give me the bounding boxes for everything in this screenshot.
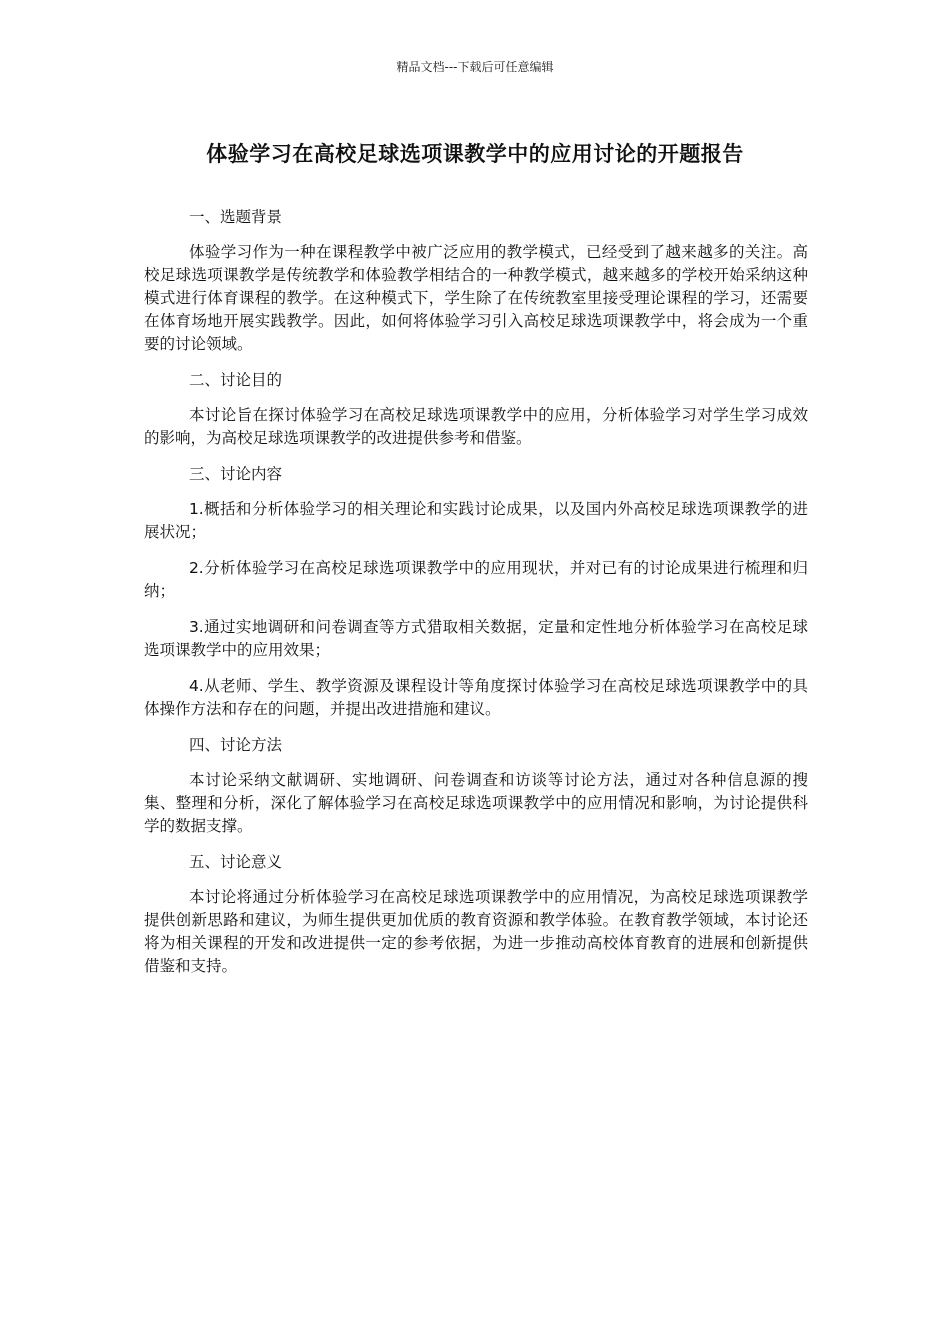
paragraph: 本讨论采纳文献调研、实地调研、问卷调查和访谈等讨论方法，通过对各种信息源的搜集、整理和分析，深化了解体验学习在高校足球选项课教学中的应用情况和影响，为讨论提供科学的数据支撑。 <box>144 771 808 835</box>
section-heading: 二、讨论目的 <box>188 371 282 389</box>
section-methods <box>144 734 808 838</box>
section-purpose <box>144 369 808 450</box>
list-item: 2.分析体验学习在高校足球选项课教学中的应用现状，并对已有的讨论成果进行梳理和归纳； <box>144 559 808 600</box>
section-heading: 一、选题背景 <box>188 208 282 226</box>
section-heading: 四、讨论方法 <box>188 736 282 754</box>
list-item: 3.通过实地调研和问卷调查等方式猎取相关数据，定量和定性地分析体验学习在高校足球选项课教学中的应用效果； <box>144 618 808 659</box>
paragraph: 本讨论旨在探讨体验学习在高校足球选项课教学中的应用，分析体验学习对学生学习成效的影响，为高校足球选项课教学的改进提供参考和借鉴。 <box>144 406 808 447</box>
paragraph: 本讨论将通过分析体验学习在高校足球选项课教学中的应用情况，为高校足球选项课教学提供创新思路和建议，为师生提供更加优质的教育资源和教学体验。在教育教学领域，本讨论还将为相关课程的开发和改进提供一定的参考依据，为进一步推动高校体育教育的进展和创新提供借鉴和支持。 <box>144 888 808 975</box>
document-body <box>144 206 808 991</box>
paragraph: 体验学习作为一种在课程教学中被广泛应用的教学模式，已经受到了越来越多的关注。高校足球选项课教学是传统教学和体验教学相结合的一种教学模式，越来越多的学校开始采纳这种模式进行体育课程的教学。在这种模式下，学生除了在传统教室里接受理论课程的学习，还需要在体育场地开展实践教学。因此，如何将体验学习引入高校足球选项课教学中，将会成为一个重要的讨论领域。 <box>144 243 808 353</box>
section-significance <box>144 851 808 978</box>
section-heading: 三、讨论内容 <box>188 465 282 483</box>
section-content <box>144 463 808 721</box>
section-background <box>144 206 808 356</box>
list-item: 4.从老师、学生、教学资源及课程设计等角度探讨体验学习在高校足球选项课教学中的具体操作方法和存在的问题，并提出改进措施和建议。 <box>144 677 808 718</box>
section-heading: 五、讨论意义 <box>188 853 282 871</box>
document-title: 体验学习在高校足球选项课教学中的应用讨论的开题报告 <box>206 142 744 166</box>
page-header-watermark: 精品文档---下载后可任意编辑 <box>396 60 554 74</box>
list-item: 1.概括和分析体验学习的相关理论和实践讨论成果，以及国内外高校足球选项课教学的进展状况； <box>144 500 808 541</box>
